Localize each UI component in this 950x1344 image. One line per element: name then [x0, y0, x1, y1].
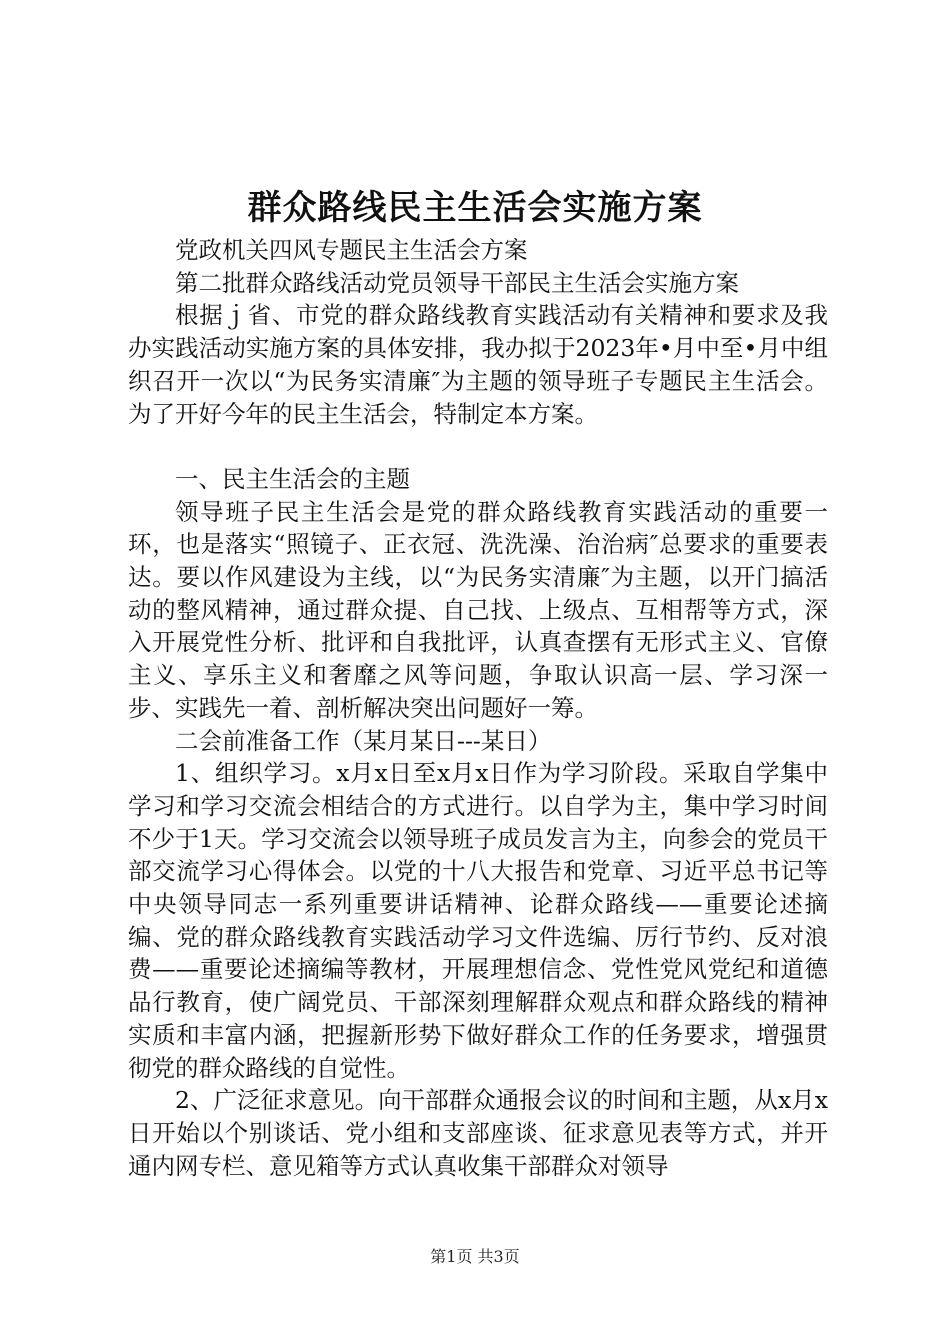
paragraph: 2、广泛征求意见。向干部群众通报会议的时间和主题，从x月x日开始以个别谈话、党小组和支部座谈、征求意见表等方式，并开通内网专栏、意见箱等方式认真收集干部群众对领导	[128, 1086, 828, 1180]
paragraph: 领导班子民主生活会是党的群众路线教育实践活动的重要一环，也是落实“照镜子、正衣冠、洗洗澡、治治病″总要求的重要表达。要以作风建设为主线，以“为民务实清廉″为主题，以开门搞活动的整风精神，通过群众提、自己找、上级点、互相帮等方式，深入开展党性分析、批评和自我批评，认真查摆有无形式主义、官僚主义、享乐主义和奢靡之风等问题，争取认识高一层、学习深一步、实践先一着、剖析解决突出问题好一筹。	[128, 497, 828, 722]
paragraph: 1、组织学习。x月x日至x月x日作为学习阶段。采取自学集中学习和学习交流会相结合的方式进行。以自学为主，集中学习时间不少于1天。学习交流会以领导班子成员发言为主，向参会的党员干部交流学习心得体会。以党的十八大报告和党章、习近平总书记等中央领导同志一系列重要讲话精神、论群众路线——重要论述摘编、党的群众路线教育实践活动学习文件选编、厉行节约、反对浪费——重要论述摘编等教材，开展理想信念、党性党风党纪和道德品行教育，使广阔党员、干部深刻理解群众观点和群众路线的精神实质和丰富内涵，把握新形势下做好群众工作的任务要求，增强贯彻党的群众路线的自觉性。	[128, 759, 828, 1082]
section-heading: 二会前准备工作（某月某日---某日）	[175, 726, 552, 755]
section-heading: 一、民主生活会的主题	[175, 464, 410, 493]
paragraph: 根据ｊ省、市党的群众路线教育实践活动有关精神和要求及我办实践活动实施方案的具体安排，我办拟于2023年•月中至•月中组织召开一次以“为民务实清廉″为主题的领导班子专题民主生活会。为了开好今年的民主生活会，特制定本方案。	[128, 301, 828, 428]
document-title: 群众路线民主生活会实施方案	[247, 188, 703, 228]
document-body	[128, 234, 828, 1182]
paragraph: 第二批群众路线活动党员领导干部民主生活会实施方案	[175, 268, 739, 297]
page-number: 第1页 共3页	[430, 1247, 520, 1266]
paragraph: 党政机关四风专题民主生活会方案	[175, 236, 528, 264]
